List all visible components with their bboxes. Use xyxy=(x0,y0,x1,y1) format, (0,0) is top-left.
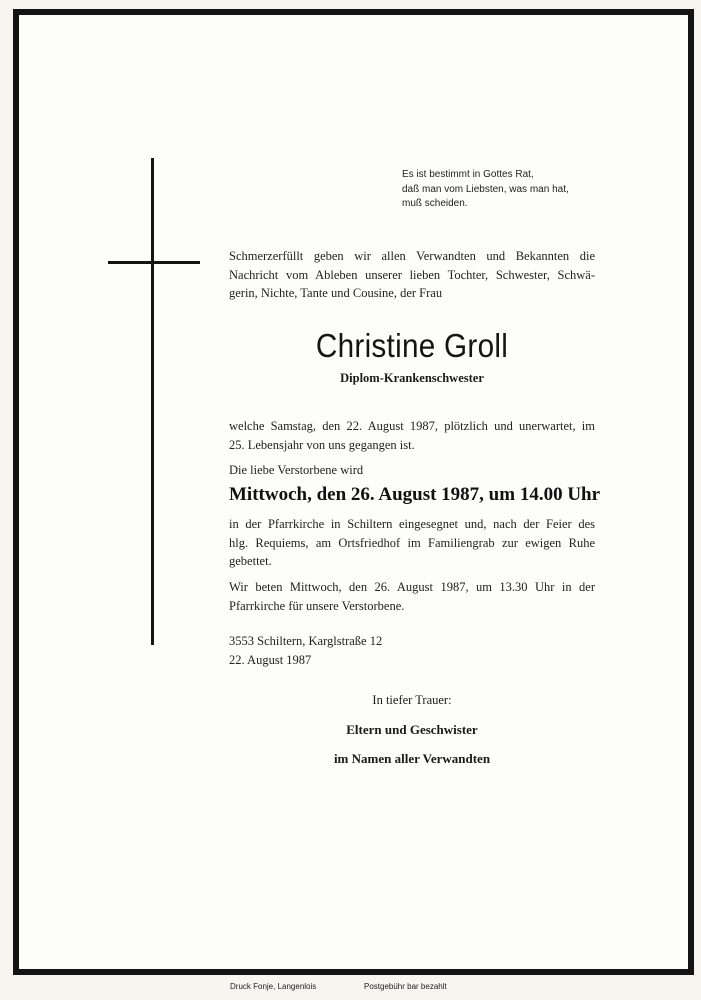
postage-note: Postgebühr bar bezahlt xyxy=(364,982,447,991)
motto-line: daß man vom Liebsten, was man hat, xyxy=(402,183,569,195)
motto-line: muß scheiden. xyxy=(402,198,468,209)
mourners-intro: In tiefer Trauer: xyxy=(372,693,452,707)
announcement-line: Nachricht vom Ableben unserer lieben Tochter, Schwester, Schwä- xyxy=(229,267,595,282)
death-notice-line: 25. Lebensjahr von uns gegangen ist. xyxy=(229,437,415,452)
mourners-line: Eltern und Geschwister xyxy=(346,722,478,737)
motto-verse xyxy=(402,168,602,212)
address-street: 3553 Schiltern, Karglstraße 12 xyxy=(229,634,383,648)
death-notice-paragraph xyxy=(229,417,595,454)
announcement-line: Schmerzerfüllt geben wir allen Verwandten und Bekannten die xyxy=(229,249,595,263)
funeral-details-line: in der Pfarrkirche in Schiltern eingesegnet und, nach der Feier des xyxy=(229,517,595,531)
funeral-details-line: hlg. Requiems, am Ortsfriedhof im Familiengrab zur ewigen Ruhe xyxy=(229,535,595,550)
funeral-intro: Die liebe Verstorbene wird xyxy=(229,463,364,477)
address-block xyxy=(229,632,595,669)
announcement-paragraph xyxy=(229,247,595,303)
cross-vertical-bar xyxy=(151,158,154,645)
deceased-title: Diplom-Krankenschwester xyxy=(340,371,484,385)
death-notice-line: welche Samstag, den 22. August 1987, plötzlich und unerwartet, im xyxy=(229,419,595,433)
funeral-date-time: Mittwoch, den 26. August 1987, um 14.00 Uhr xyxy=(229,484,601,505)
prayer-paragraph xyxy=(229,578,595,615)
funeral-details-line: gebettet. xyxy=(229,554,272,568)
cross-horizontal-bar xyxy=(108,261,200,264)
motto-line: Es ist bestimmt in Gottes Rat, xyxy=(402,169,534,180)
mourners-line: im Namen aller Verwandten xyxy=(333,751,491,766)
deceased-name: Christine Groll xyxy=(315,327,509,364)
prayer-line: Pfarrkirche für unsere Verstorbene. xyxy=(229,598,405,613)
announcement-line: gerin, Nichte, Tante und Cousine, der Frau xyxy=(229,286,443,300)
printer-credit: Druck Fonje, Langenlois xyxy=(230,982,317,991)
prayer-line: Wir beten Mittwoch, den 26. August 1987, um 13.30 Uhr in der xyxy=(229,580,595,594)
address-date: 22. August 1987 xyxy=(229,652,312,667)
funeral-details-paragraph xyxy=(229,515,595,571)
